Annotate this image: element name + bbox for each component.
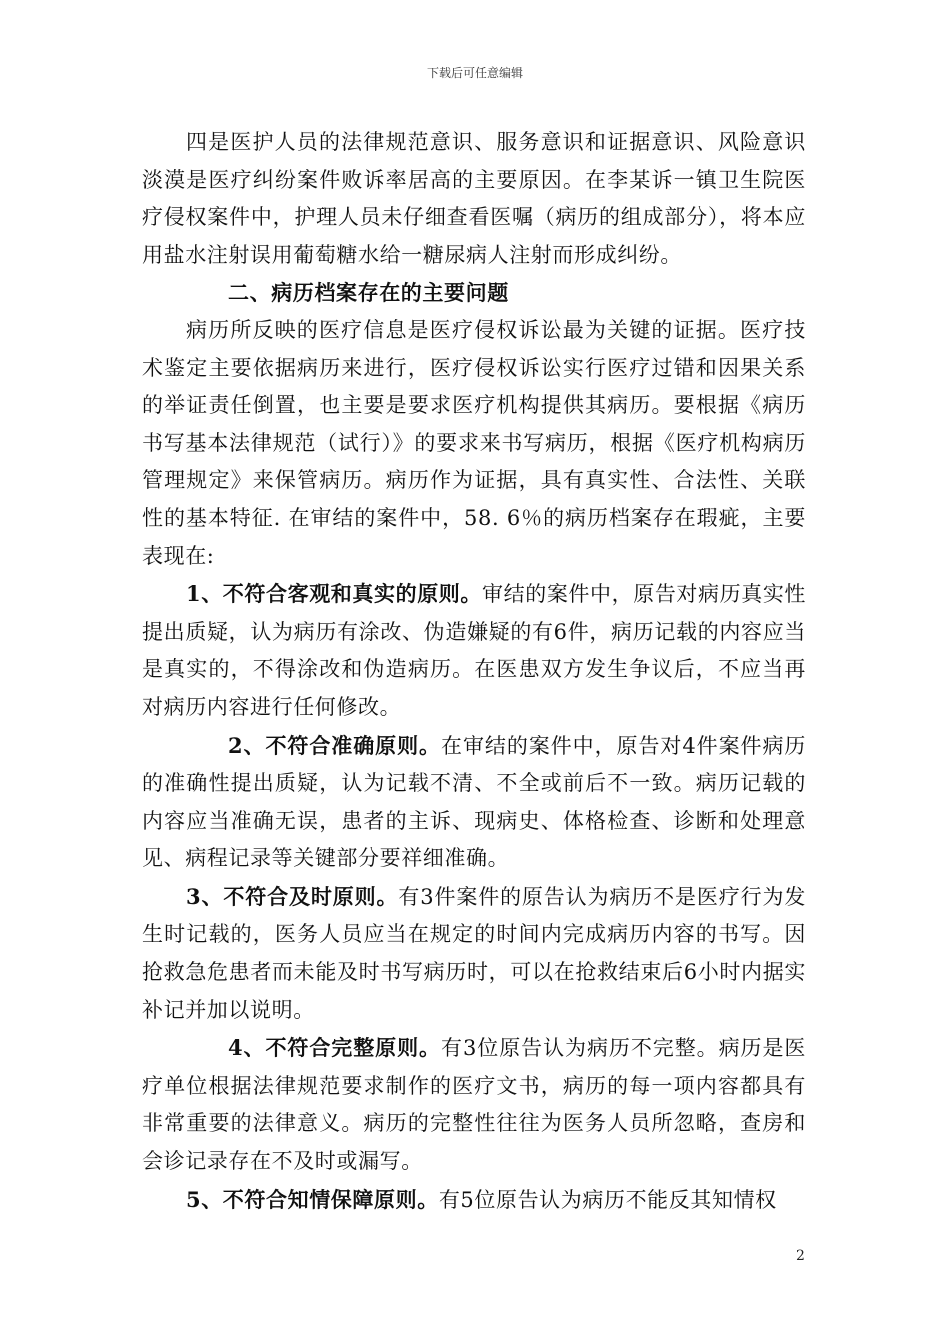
document-body [142, 124, 806, 1219]
paragraph-lead: 2、不符合准确原则。 [228, 732, 442, 758]
paragraph-timeliness-principle [142, 878, 806, 1029]
paragraph-text: 有5位原告认为病历不能反其知情权 [438, 1187, 777, 1212]
paragraph-text: 在审结的案件中，原告对4件案件病历的准确性提出质疑，认为记载不清、不全或前后不一致。病历记载的内容应当准确无误，患者的主诉、现病史、体格检查、诊断和处理意见、病程记录等关键部分要祥细准确。 [142, 733, 806, 871]
paragraph-text: 有3位原告认为病历不完整。病历是医疗单位根据法律规范要求制作的医疗文书，病历的每一项内容都具有非常重要的法律意义。病历的完整性往往为医务人员所忽略，查房和会诊记录存在不及时或漏写。 [142, 1036, 806, 1174]
paragraph-legal-awareness [142, 124, 806, 274]
paragraph-lead: 3、不符合及时原则。 [186, 883, 399, 909]
page-header: 下载后可任意编辑 [426, 66, 523, 80]
paragraph-objective-truth-principle [142, 575, 806, 726]
paragraph-accuracy-principle [142, 727, 806, 878]
paragraph-text: 审结的案件中，原告对病历真实性提出质疑，认为病历有涂改、伪造嫌疑的有6件，病历记载的内容应当是真实的，不得涂改和伪造病历。在医患双方发生争议后，不应当再对病历内容进行任何修改。 [142, 582, 807, 719]
paragraph-text: 病历所反映的医疗信息是医疗侵权诉讼最为关键的证据。医疗技术鉴定主要依据病历来进行，医疗侵权诉讼实行医疗过错和因果关系的举证责任倒置，也主要是要求医疗机构提供其病历。要根据《病历书写基本法律规范（试行）》的要求来书写病历，根据《医疗机构病历管理规定》来保管病历。病历作为证据，具有真实性、合法性、关联性的基本特征. 在审结的案件中，58. 6％的病历档案存在瑕疵，主要表现在: [142, 317, 806, 568]
paragraph-lead: 5、不符合知情保障原则。 [186, 1186, 439, 1212]
paragraph-medical-records-evidence [142, 312, 806, 575]
section-heading: 二、病历档案存在的主要问题 [228, 280, 509, 306]
page-number: 2 [796, 1248, 805, 1264]
paragraph-lead: 4、不符合完整原则。 [228, 1035, 442, 1061]
paragraph-completeness-principle [142, 1029, 806, 1180]
paragraph-informed-consent-principle [142, 1181, 806, 1220]
paragraph-lead: 1、不符合客观和真实的原则。 [186, 581, 483, 607]
paragraph-text: 有3件案件的原告认为病历不是医疗行为发生时记载的，医务人员应当在规定的时间内完成病历内容的书写。因抢救急危患者而未能及时书写病历时，可以在抢救结束后6小时内据实补记并加以说明。 [142, 884, 806, 1022]
paragraph-text: 四是医护人员的法律规范意识、服务意识和证据意识、风险意识淡漠是医疗纠纷案件败诉率居高的主要原因。在李某诉一镇卫生院医疗侵权案件中，护理人员未仔细查看医嘱（病历的组成部分），将本应用盐水注射误用葡萄糖水给一糖尿病人注射而形成纠纷。 [142, 130, 806, 267]
